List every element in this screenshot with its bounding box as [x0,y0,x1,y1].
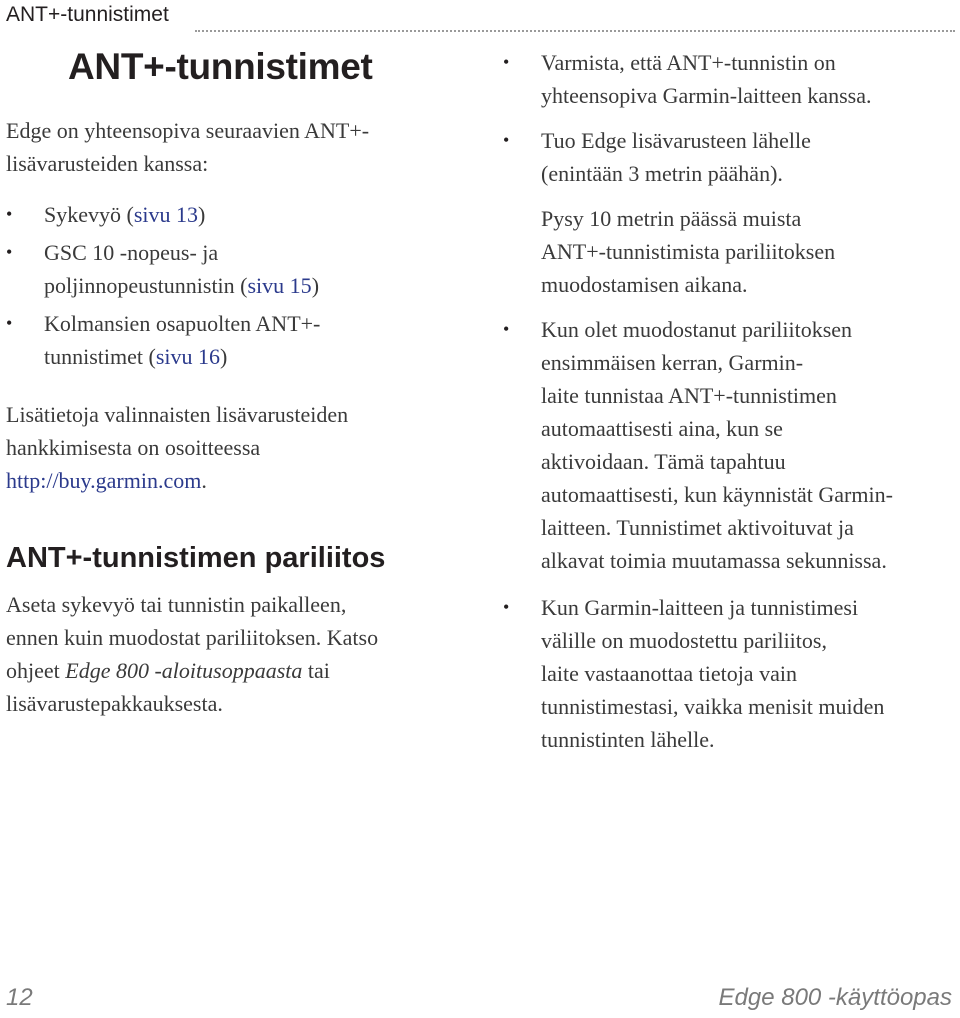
list-item: • Kun olet muodostanut pariliitoksen ensimmäisen kerran, Garmin- laite tunnistaa ANT+-tunnistimen automaattisesti aina, kun se aktivoidaan. Tämä tapahtuu automaattisesti, kun käynnistät Garmin- laitteen. Tunnistimet aktivoituvat ja alkavat toimia muutamassa sekunnissa. [541,313,893,577]
list-item: • Sykevyö (sivu 13) [44,198,320,231]
intro-line-1: Edge on yhteensopiva seuraavien ANT+- [6,118,370,143]
pairing-paragraph: Aseta sykevyö tai tunnistin paikalleen, ennen kuin muodostat pariliitoksen. Katso ohjeet Edge 800 -aloitusoppaasta tai lisävarustepakkauksesta. [6,592,379,716]
bullet-icon: • [503,319,510,339]
accessory-list [6,198,321,373]
list-item: • Tuo Edge lisävarusteen lähelle (enintään 3 metrin päähän). [541,124,872,190]
bullet-icon: • [6,242,13,262]
header-rule [195,30,955,32]
quick-start-title: Edge 800 -aloitusoppaasta [65,658,303,683]
bullet-icon: • [503,130,510,150]
pairing-steps-list [503,46,872,190]
more-info-paragraph: Lisätietoja valinnaisten lisävarusteiden hankkimisesta on osoitteessa http://buy.garmin.com. [6,402,349,493]
page-title: ANT+-tunnistimet [68,46,373,87]
list-item: • Kun Garmin-laitteen ja tunnistimesi välille on muodostettu pariliitos, laite vastaanottaa tietoja vain tunnistimestasi, vaikka menisit muiden tunnistinten lähelle. [541,591,893,756]
page-link[interactable]: sivu 15 [247,273,312,298]
list-item: • Varmista, että ANT+-tunnistin on yhteensopiva Garmin-laitteen kanssa. [541,46,872,112]
pairing-notes-list [503,313,893,756]
running-head: ANT+-tunnistimet [6,3,169,26]
list-item: • Kolmansien osapuolten ANT+- tunnistimet (sivu 16) [44,307,320,373]
page-link[interactable]: sivu 13 [133,202,199,227]
page-link[interactable]: sivu 16 [155,344,221,369]
bullet-icon: • [503,597,510,617]
intro-line-2: lisävarusteiden kanssa: [6,151,209,176]
list-item: • GSC 10 -nopeus- ja poljinnopeustunnistin (sivu 15) [44,236,320,302]
bullet-icon: • [6,204,13,224]
footer-doc-title: Edge 800 -käyttöopas [718,984,952,1011]
intro-paragraph [6,114,369,180]
garmin-url-link[interactable]: http://buy.garmin.com [6,468,202,493]
bullet-icon: • [6,313,13,333]
bullet-icon: • [503,52,510,72]
distance-paragraph: Pysy 10 metrin päässä muista ANT+-tunnistimista pariliitoksen muodostamisen aikana. [541,206,836,297]
section-heading: ANT+-tunnistimen pariliitos [6,542,386,574]
page-number: 12 [6,984,33,1011]
